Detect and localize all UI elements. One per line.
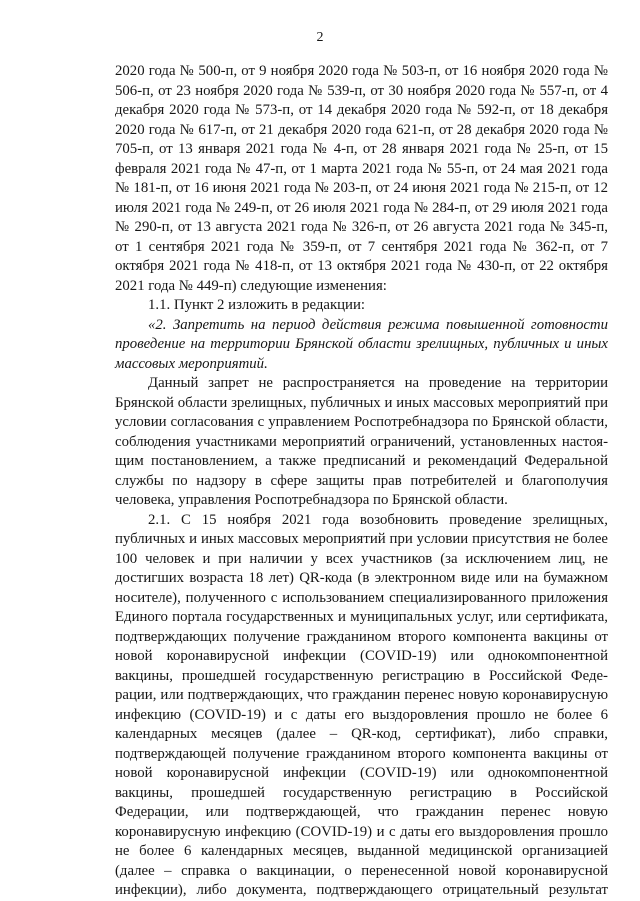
paragraph-clause-1-1: 1.1. Пункт 2 изложить в редакции:	[148, 297, 365, 313]
paragraph-amendment-list: 2020 года № 500-п, от 9 ноября 2020 года № 503-п, от 16 ноября 2020 года № 506-п, от 23 ноября 2020 года № 539-п, от 30 ноября 2020 года № 557-п, от 4 декабря 2020 года № 573-п, от 14 декабря 2020 года № 592-п, от 18 декабря 2020 года № 617-п, от 21 декабря 2020 года 621-п, от 28 декабря 2020 года № 705-п, от 13 января 2021 года № 4-п, от 28 января 2021 года № 25-п, от 15 февраля 2021 года № 47-п, от 1 марта 2021 года № 55-п, от 24 мая 2021 года № 181-п, от 16 июня 2021 года № 203-п, от 24 июня 2021 года № 215-п, от 12 июля 2021 года № 249-п, от 26 июля 2021 года № 284-п, от 29 июля 2021 года № 290-п, от 13 августа 2021 года № 326-п, от 26 августа 2021 года № 345-п, от 1 сентября 2021 года № 359-п, от 7 сентября 2021 года № 362-п, от 7 октября 2021 года № 418-п, от 13 октября 2021 года № 430-п, от 22 октября 2021 года № 449-п) следующие изменения:	[115, 63, 608, 294]
paragraph-clause-2-1: 2.1. С 15 ноября 2021 года возобновить проведение зрелищных, публичных и иных массовых мероприятий при условии присутствия не более 100 человек и при наличии у всех участников (за исключением лиц, не достигших возраста 18 лет) QR-кода (в электронном виде или на бумажном носителе), полученного с использованием специализированного приложения Единого портала государственных и муниципальных услуг, или сертификата, подтверждающих получение гражданином второго компонента вакцины от новой коронавирусной инфекции (COVID-19) или однокомпонентной вакцины, прошедшей государственную регистрацию в Российской Феде-рации, или подтверждающих, что гражданин перенес новую коронавирусную инфекцию (COVID-19) и с даты его выздоровления прошло не более 6 календарных месяцев (далее – QR-код, сертификат), либо справки, подтверждающей получение гражданином второго компонента вакцины от новой коронавирусной инфекции (COVID-19) или однокомпонентной вакцины, прошедшей государственную регистрацию в Российской Федерации, или подтверждающей, что гражданин перенес новую коронавирусную инфекцию (COVID-19) и с даты его выздоровления прошло не более 6 календарных месяцев, выданной медицинской организацией (далее – справка о вакцинации, о перенесенной новой коронавирусной инфекции), либо документа, подтверждающего отрицательный результат	[115, 511, 608, 898]
page-number: 2	[316, 30, 324, 45]
document-body	[115, 62, 608, 901]
paragraph-clause-2-quote: «2. Запретить на период действия режима повышенной готовности проведение на территории Брянской области зрелищных, публичных и иных массовых мероприятий.	[115, 316, 608, 372]
paragraph-exception: Данный запрет не распространяется на проведение на территории Брянской области зрелищных, публичных и иных массовых мероприятий при условии согласования с управлением Роспотребнадзора по Брянской области, соблюдения участниками мероприятий ограничений, установленных настоя-щим постановлением, а также предписаний и рекомендаций Федеральной службы по надзору в сфере защиты прав потребителей и благополучия человека, управления Роспотребнадзора по Брянской области.	[115, 375, 608, 508]
